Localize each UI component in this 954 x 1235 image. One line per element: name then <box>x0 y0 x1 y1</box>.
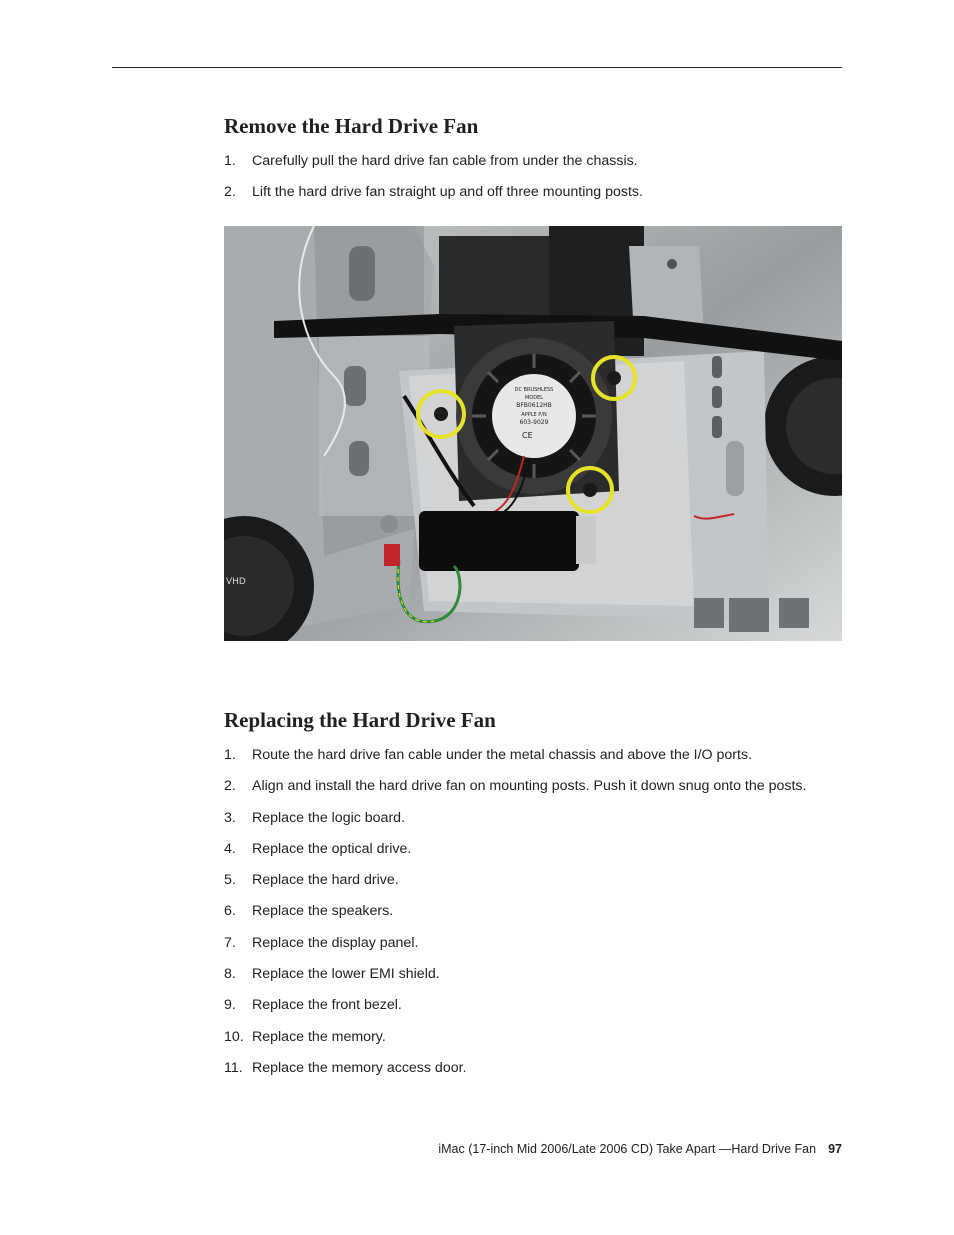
hard-drive-fan-photo <box>224 226 842 641</box>
fan-label-line: 603-9029 <box>519 419 549 426</box>
page-footer <box>438 1142 842 1156</box>
page-number: 97 <box>828 1142 842 1156</box>
fan-label-line: APPLE P/N <box>521 412 547 418</box>
header-rule <box>112 67 842 68</box>
speaker-label: VHD <box>226 577 246 587</box>
fan-label-line: MODEL <box>524 395 544 401</box>
fan-label-line: DC BRUSHLESS <box>514 387 554 393</box>
footer-title: iMac (17-inch Mid 2006/Late 2006 CD) Take Apart —Hard Drive Fan <box>438 1142 817 1156</box>
fan-label-line: BFB0612HB <box>516 402 552 409</box>
svg-text:CE: CE <box>522 431 533 440</box>
section-title-replace: Replacing the Hard Drive Fan <box>224 708 496 732</box>
section-title-remove: Remove the Hard Drive Fan <box>224 114 479 138</box>
